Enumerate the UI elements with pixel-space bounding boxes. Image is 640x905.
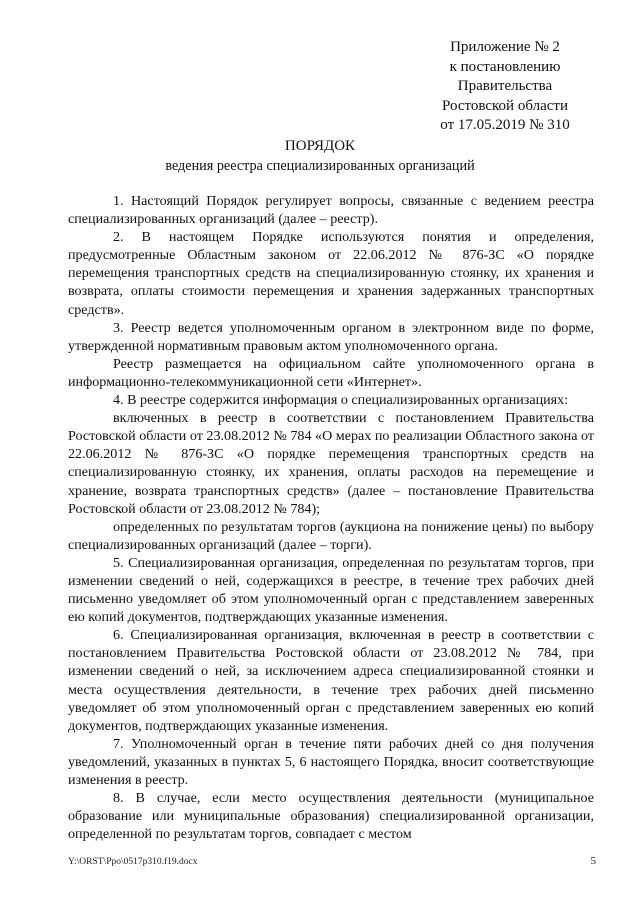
paragraph-1: 1. Настоящий Порядок регулирует вопросы, связанные с ведением реестра специализированных организаций (далее – реестр). <box>68 193 594 228</box>
document-body <box>68 192 594 843</box>
paragraph-6: 6. Специализированная организация, включенная в реестр в соответствии с постановлением Правительства Ростовской области от 23.08.2012 № 784, при изменении сведений о ней, за исключением адреса специализированной стоянки и места осуществления деятельности, в течение трех рабочих дней письменно уведомляет об этом уполномоченный орган с представлением заверенных ею копий документов, подтверждающих указанные изменения. <box>68 627 594 734</box>
footer-file-path: Y:\ORST\Ppo\0517p310.f19.docx <box>68 857 198 867</box>
paragraph-4: 4. В реестре содержится информация о специализированных организациях: <box>113 392 569 409</box>
paragraph-4-item-included: включенных в реестр в соответствии с постановлением Правительства Ростовской области от 23.08.2012 № 784 «О мерах по реализации Областного закона от 22.06.2012 № 876-ЗС «О порядке перемещения транспортных средств на специализированную стоянку, их хранения, оплаты расходов на перемещение и хранение, возврата транспортных средств» (далее – постановление Правительства Ростовской области от 23.08.2012 № 784); <box>68 410 594 517</box>
paragraph-2: 2. В настоящем Порядке используются понятия и определения, предусмотренные Областным законом от 22.06.2012 № 876-ЗС «О порядке перемещения транспортных средств на специализированную стоянку, их хранения и возврата, оплаты стоимости перемещения и хранения задержанных транспортных средств». <box>68 229 594 318</box>
annex-line-to-resolution: к постановлению <box>449 58 561 75</box>
annex-block <box>405 38 605 136</box>
paragraph-5: 5. Специализированная организация, определенная по результатам торгов, при изменении сведений о ней, содержащихся в реестре, в течение трех рабочих дней письменно уведомляет об этом уполномоченный орган с представлением заверенных ею копий документов, подтверждающих указанные изменения. <box>68 554 594 626</box>
paragraph-7: 7. Уполномоченный орган в течение пяти рабочих дней со дня получения уведомлений, указанных в пунктах 5, 6 настоящего Порядка, вносит соответствующие изменения в реестр. <box>68 735 594 788</box>
paragraph-3-continued: Реестр размещается на официальном сайте уполномоченного органа в информационно-телекоммуникационной сети «Интернет». <box>68 355 594 390</box>
document-subtitle: ведения реестра специализированных организаций <box>165 158 475 174</box>
annex-line-date-number: от 17.05.2019 № 310 <box>440 117 570 133</box>
document-title: ПОРЯДОК <box>284 138 356 154</box>
annex-line-government: Правительства <box>457 78 553 94</box>
footer-page-number: 5 <box>590 855 596 867</box>
paragraph-4-item-tender: определенных по результатам торгов (аукциона на понижение цены) по выбору специализированных организаций (далее – торги). <box>68 518 594 553</box>
annex-line-appendix: Приложение № 2 <box>450 39 560 55</box>
paragraph-8: 8. В случае, если место осуществления деятельности (муниципальное образование или муниципальные образования) специализированной организации, определенной по результатам торгов, совпадает с местом <box>68 790 594 843</box>
annex-line-region: Ростовской области <box>442 97 568 114</box>
paragraph-3: 3. Реестр ведется уполномоченным органом в электронном виде по форме, утвержденной нормативным правовым актом уполномоченного органа. <box>68 319 594 354</box>
